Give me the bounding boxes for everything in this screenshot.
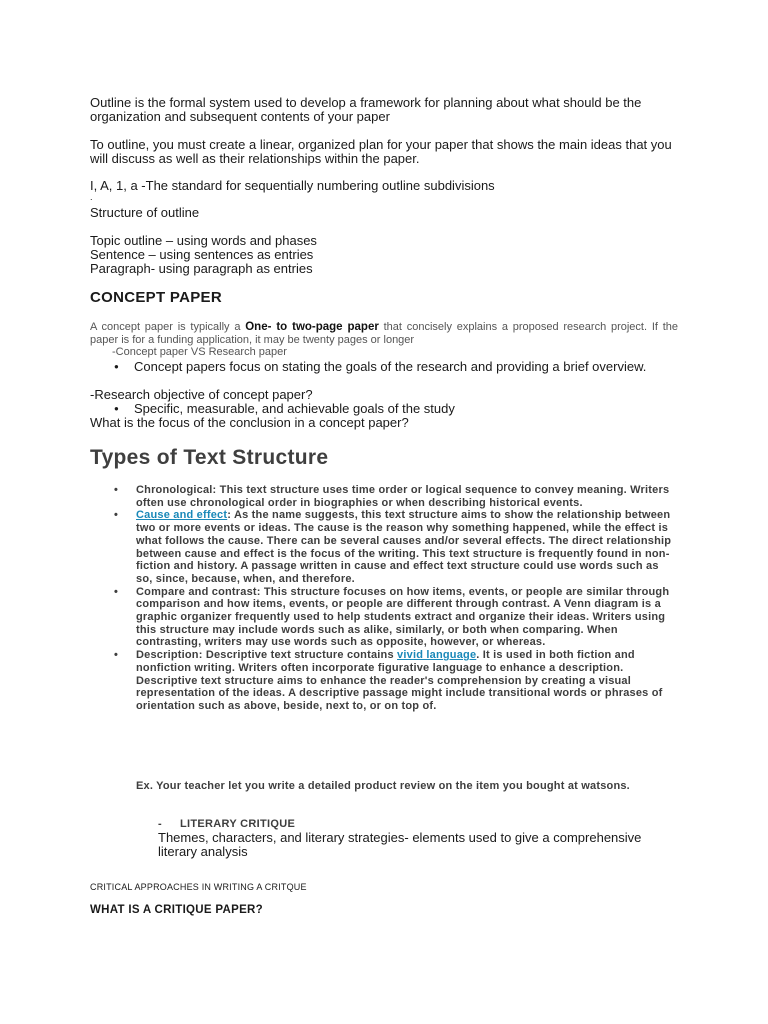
description-pre: Description: Descriptive text structure contains [136, 649, 398, 662]
list-item [112, 649, 672, 713]
list-item: • Chronological: This text structure uses time order or logical sequence to convey meaning. Writers often use chronological order in biographies or when describing historical events. [112, 484, 672, 509]
research-objective-line: -Research objective of concept paper? [90, 387, 313, 402]
example-text: Ex. Your teacher let you write a detailed product review on the item you bought at watsons. [136, 780, 630, 792]
paragraph-outline-line: Paragraph- using paragraph as entries [90, 261, 313, 276]
literary-critique-text: Themes, characters, and literary strategies- elements used to give a comprehensive literary analysis [158, 830, 642, 859]
concept-vs-research: -Concept paper VS Research paper [112, 346, 287, 358]
description-post: . It is used in both fiction and nonfiction writing. Writers often incorporate figurative language to enhance a description. Descriptive text structure aims to enhance the reader's comprehension by creating a visual representation of the ideas. A descriptive passage might include transitional words or phrases of orientation such as above, beside, next to, or on top of. [136, 649, 663, 712]
concept-paper-heading: CONCEPT PAPER [90, 289, 222, 306]
focus-question: What is the focus of the conclusion in a concept paper? [90, 415, 409, 430]
list-item: ● Concept papers focus on stating the goals of the research and providing a brief overview. [112, 360, 678, 374]
list-item [112, 509, 672, 585]
critique-paper-question: WHAT IS A CRITIQUE PAPER? [90, 904, 263, 916]
stray-dot: . [90, 192, 93, 202]
cause-effect-text: : As the name suggests, this text structure aims to show the relationship between two or more events or ideas. The cause is the reason why something happened, while the effect is what follows the cause. There can be several causes and/or several effects. The direct relationship between cause and effect is the focus of the writing. This text structure is frequently found in non-fiction and history. A passage written in cause and effect text structure could use words such as so, since, because, when, and therefore. [136, 509, 672, 585]
literary-critique-heading [158, 818, 295, 830]
dash: - [158, 818, 162, 830]
list-item: ● Specific, measurable, and achievable goals of the study [112, 402, 678, 416]
critical-approaches-line: CRITICAL APPROACHES IN WRITING A CRITQUE [90, 882, 307, 892]
numbering-line: I, A, 1, a -The standard for sequentially numbering outline subdivisions [90, 178, 495, 193]
list-item: • Compare and contrast: This structure focuses on how items, events, or people are similar through comparison and how items, events, or people are different through contrast. A Venn diagram is a graphic organizer frequently used to help students extract and organize their ideas. Writers using this structure may include words such as alike, similarly, or both when comparing. When contrasting, writers may use words such as opposite, however, or whereas. [112, 586, 672, 650]
concept-bullet-list-1 [112, 360, 678, 374]
concept-paper-definition [90, 321, 678, 347]
sentence-outline-line: Sentence – using sentences as entries [90, 247, 314, 262]
text-structure-list [112, 484, 672, 713]
cause-and-effect-link[interactable]: Cause and effect [136, 509, 228, 522]
concept-def-pre: A concept paper is typically a [90, 321, 246, 333]
types-heading: Types of Text Structure [90, 446, 329, 469]
structure-of-outline: Structure of outline [90, 205, 200, 220]
concept-def-bold: One- to two-page paper [245, 321, 379, 333]
outline-definition: Outline is the formal system used to develop a framework for planning about what should be the organization and subsequent contents of your paper [90, 95, 642, 124]
vivid-language-link[interactable]: vivid language [397, 649, 477, 662]
to-outline-paragraph: To outline, you must create a linear, organized plan for your paper that shows the main ideas that you will discuss as well as their relationships within the paper. [90, 137, 672, 166]
concept-def-post: that concisely explains a proposed research project. If the paper is for a funding application, it may be twenty pages or longer [90, 321, 678, 346]
concept-bullet-list-2 [112, 402, 678, 416]
literary-critique-label: LITERARY CRITIQUE [180, 818, 296, 830]
topic-outline-line: Topic outline – using words and phases [90, 233, 317, 248]
